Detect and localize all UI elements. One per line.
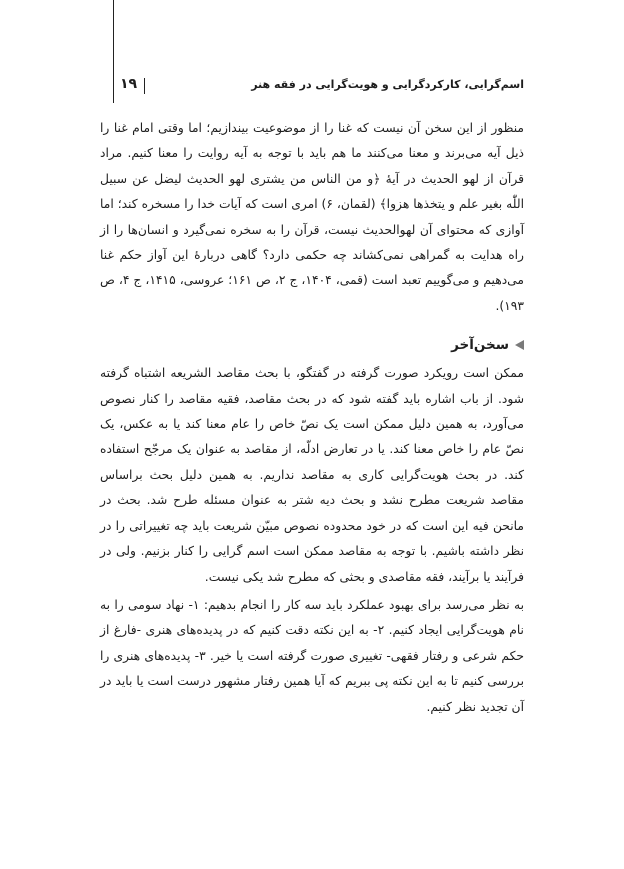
paragraph-intro: منظور از این سخن آن نیست که غنا را از موضوعیت بیندازیم؛ اما وقتی امام غنا را ذیل آیه می‌برند و معنا می‌کنند ما هم باید با توجه به آیه روایت را معنا کنیم. مراد قرآن از لهو الحدیث در آیهٔ ﴿و من الناس من یشتری لهو الحدیث لیضل عن سبیل اللّٰه بغیر علم و یتخذها هزوا﴾ (لقمان، ۶) امری است که آیات خدا را مسخره کند؛ اما آوازی که محتوای آن لهوالحدیث نیست، قرآن را به سخره نمی‌گیرد و انسان‌ها را از راه هدایت به گمراهی نمی‌کشاند چه حکمی دارد؟ گاهی دربارهٔ این آواز حکم غنا می‌دهیم و می‌گوییم تعبد است (قمی، ۱۴۰۴، ج ۲، ص ۱۶۱؛ عروسی، ۱۴۱۵، ج ۴، ص ۱۹۳). [100,121,525,313]
section-heading [100,331,524,359]
paragraph-conclusion-2: به نظر می‌رسد برای بهبود عملکرد باید سه کار را انجام بدهیم: ۱- نهاد سومی را به نام هویت‌گرایی ایجاد کنیم. ۲- به این نکته دقت کنیم که در پدیده‌های هنری -فارغ از حکم شرعی و رفتار فقهی- تغییری صورت گرفته است یا خیر. ۳- پدیده‌های هنری را بررسی کنیم تا به این نکته پی ببریم که آیا همین رفتار مشهور درست است یا باید در آن تجدید نظر کنیم. [100,597,525,714]
section-heading-text: سخن‌آخر [451,337,509,354]
running-title: اسم‌گرایی، کارکردگرایی و هویت‌گرایی در فقه هنر [251,78,524,91]
triangle-bullet-icon [515,340,524,350]
page-header [114,76,524,100]
page-number: ۱۹ [120,76,138,92]
page-number-separator [144,78,145,94]
paragraph-conclusion-1: ممکن است رویکرد صورت گرفته در گفتگو، با بحث مقاصد الشریعه اشتباه گرفته شود. از باب اشاره باید گفته شود که در بحث مقاصد، فقیه مقاصد را کنار نصوص می‌آورد، به همین دلیل ممکن است یک نصّ خاص را عام معنا کند یا به عکس، یک نصّ عام را خاص معنا کند. یا در تعارض ادلّه، از مقاصد به عنوان یک مرجّح استفاده کند. در بحث هویت‌گرایی کاری به مقاصد نداریم. به همین دلیل بحث براساس مقاصد شریعت مطرح نشد و بحث دیه شتر به عنوان مسئله طرح شد. بحث در مانحن فیه این است که در خود محدوده نصوص مبیّن شریعت باید چه تغییراتی را در نظر داشته باشیم. با توجه به مقاصد ممکن است اسم گرایی را کنار بزنیم. ولی در فرآیند یا برآیند، فقه مقاصدی و بحثی که مطرح شد یکی نیست. [100,366,524,584]
page-body [100,116,524,720]
